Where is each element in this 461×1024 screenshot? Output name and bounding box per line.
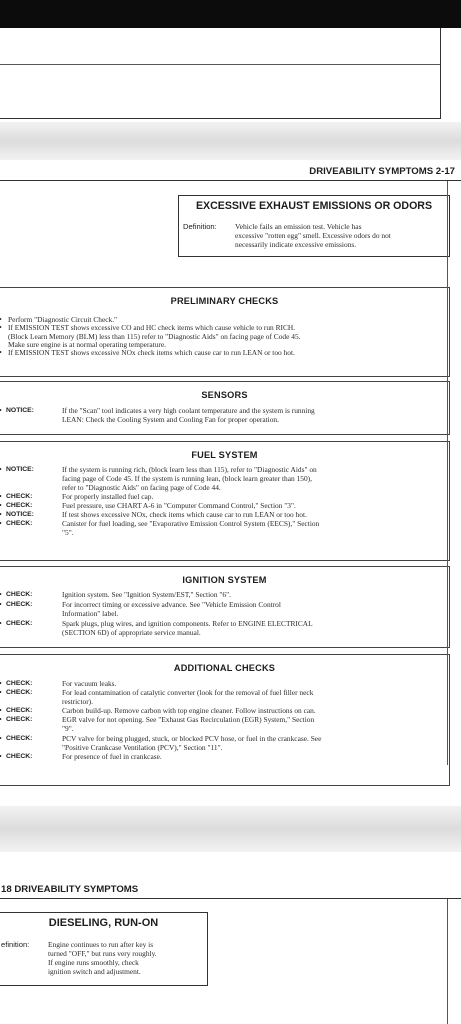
bullet-icon bbox=[0, 601, 2, 609]
item-label: CHECK: bbox=[6, 620, 33, 627]
additional-item-continued bbox=[0, 725, 449, 734]
title-box bbox=[0, 912, 208, 936]
item-text: Ignition system. See "Ignition System/EST," Section "6". bbox=[62, 590, 231, 599]
item-label: CHECK: bbox=[6, 716, 33, 723]
item-label: CHECK: bbox=[6, 680, 33, 687]
item-text: LEAN: Check the Cooling System and Cooling Fan for proper operation. bbox=[62, 415, 279, 424]
header-rule bbox=[0, 898, 461, 899]
section-title: PRELIMINARY CHECKS bbox=[170, 296, 279, 306]
item-text: Carbon build-up. Remove carbon with top engine cleaner. Follow instructions on can. bbox=[62, 706, 316, 715]
definition-line: turned "OFF," but runs very roughly. bbox=[48, 949, 157, 958]
item-text: Information" label. bbox=[62, 609, 119, 618]
bullet-icon bbox=[0, 620, 2, 628]
section-title: ADDITIONAL CHECKS bbox=[173, 663, 276, 673]
item-label: CHECK: bbox=[6, 493, 33, 500]
item-text: EGR valve for not opening. See "Exhaust Gas Recirculation (EGR) System," Section bbox=[62, 715, 315, 724]
item-label: CHECK: bbox=[6, 502, 33, 509]
fuel-item-continued bbox=[0, 529, 449, 538]
item-text: PCV valve for being plugged, stuck, or blocked PCV hose, or fuel in the crankcase. See bbox=[62, 734, 322, 743]
page-right-rule bbox=[447, 181, 448, 765]
page-header: DRIVEABILITY SYMPTOMS 2-17 bbox=[309, 166, 455, 177]
page-gap bbox=[0, 122, 461, 160]
bullet-icon bbox=[0, 591, 2, 599]
bullet-icon bbox=[0, 466, 2, 474]
item-text: Spark plugs, plug wires, and ignition components. Refer to ENGINE ELECTRICAL bbox=[62, 619, 313, 628]
ignition-item-continued bbox=[0, 610, 449, 619]
page-2-17 bbox=[0, 160, 461, 800]
item-text: If test shows excessive NOx, check items which cause car to run LEAN or too hot. bbox=[62, 510, 307, 519]
bullet-icon bbox=[0, 716, 2, 724]
item-text: "5". bbox=[62, 528, 74, 537]
definition-label: Definition: bbox=[183, 222, 217, 231]
previous-page-rule bbox=[0, 64, 440, 65]
ignition-item-continued bbox=[0, 629, 449, 638]
page-right-rule bbox=[447, 899, 448, 1024]
notice-label: NOTICE: bbox=[6, 407, 34, 414]
item-text: "9". bbox=[62, 724, 74, 733]
additional-item bbox=[0, 753, 449, 762]
bullet-icon bbox=[0, 689, 2, 697]
page-2-18 bbox=[0, 852, 461, 1024]
bullet-icon bbox=[0, 520, 2, 528]
ignition-system-box bbox=[0, 566, 450, 648]
item-label: NOTICE: bbox=[6, 511, 34, 518]
definition-box bbox=[178, 218, 450, 257]
definition-line: If engine runs smoothly, check bbox=[48, 958, 139, 967]
definition-line: necessarily indicate excessive emissions. bbox=[235, 240, 357, 249]
item-text: For lead contamination of catalytic converter (look for the removal of fuel filler neck bbox=[62, 688, 314, 697]
item-text: If the "Scan" tool indicates a very high coolant temperature and the system is running bbox=[62, 406, 315, 415]
item-text: For vacuum leaks. bbox=[62, 679, 117, 688]
section-title: SENSORS bbox=[201, 390, 248, 400]
bullet-icon bbox=[0, 753, 2, 761]
item-label: CHECK: bbox=[6, 520, 33, 527]
sensors-box bbox=[0, 381, 450, 435]
item-label: CHECK: bbox=[6, 689, 33, 696]
section-title: IGNITION SYSTEM bbox=[182, 575, 267, 585]
title-box bbox=[178, 195, 450, 219]
page-gap bbox=[0, 806, 461, 852]
definition-line: Engine continues to run after key is bbox=[48, 940, 154, 949]
bullet-icon bbox=[0, 407, 2, 415]
item-text: restrictor). bbox=[62, 697, 93, 706]
item-text: Fuel pressure, use CHART A-6 in "Computer Command Control," Section "3". bbox=[62, 501, 296, 510]
item-label: CHECK: bbox=[6, 707, 33, 714]
preliminary-checks-box bbox=[0, 287, 450, 377]
item-text: Make sure engine is at normal operating temperature. bbox=[8, 340, 167, 349]
item-label: CHECK: bbox=[6, 735, 33, 742]
page-title: DIESELING, RUN-ON bbox=[48, 917, 159, 929]
item-text: Perform "Diagnostic Circuit Check." bbox=[8, 315, 118, 324]
header-rule bbox=[0, 180, 461, 181]
notice-item-continued bbox=[0, 416, 449, 425]
item-text: For incorrect timing or excessive advance. See "Vehicle Emission Control bbox=[62, 600, 281, 609]
item-text: For presence of fuel in crankcase. bbox=[62, 752, 162, 761]
item-text: facing page of Code 45. If the system is running lean, (block learn greater than 150), bbox=[62, 474, 312, 483]
item-text: For properly installed fuel cap. bbox=[62, 492, 154, 501]
bullet-icon bbox=[0, 735, 2, 743]
fuel-system-box bbox=[0, 441, 450, 561]
additional-checks-box bbox=[0, 654, 450, 786]
list-item bbox=[0, 349, 449, 358]
previous-page-fragment bbox=[0, 28, 441, 119]
definition-line: Vehicle fails an emission test. Vehicle has bbox=[235, 222, 362, 231]
item-text: Canister for fuel loading, see "Evaporative Emission Control System (EECS)," Section bbox=[62, 519, 320, 528]
section-title: FUEL SYSTEM bbox=[191, 450, 258, 460]
page-header: 18 DRIVEABILITY SYMPTOMS bbox=[1, 884, 139, 895]
definition-line: excessive "rotten egg" smell. Excessive odors do not bbox=[235, 231, 391, 240]
definition-label: efinition: bbox=[1, 940, 30, 949]
item-label: CHECK: bbox=[6, 591, 33, 598]
item-text: If the system is running rich, (block learn less than 115), refer to "Diagnostic Aids" on bbox=[62, 465, 317, 474]
top-black-band bbox=[0, 0, 461, 28]
item-text: "Positive Crankcase Ventilation (PCV)," Section "11". bbox=[62, 743, 223, 752]
item-label: CHECK: bbox=[6, 753, 33, 760]
bullet-icon bbox=[0, 349, 2, 357]
item-text: If EMISSION TEST shows excessive NOx check items which cause car to run LEAN or too hot. bbox=[8, 348, 295, 357]
definition-box bbox=[0, 935, 208, 986]
definition-line: ignition switch and adjustment. bbox=[48, 967, 141, 976]
item-text: (SECTION 6D) of appropriate service manual. bbox=[62, 628, 201, 637]
item-text: If EMISSION TEST shows excessive CO and HC check items which cause vehicle to run RICH. bbox=[8, 323, 296, 332]
item-label: NOTICE: bbox=[6, 466, 34, 473]
item-text: refer to "Diagnostic Aids" on facing page of Code 44. bbox=[62, 483, 221, 492]
bullet-icon bbox=[0, 324, 2, 332]
item-text: (Block Learn Memory (BLM) less than 115) refer to "Diagnostic Aids" on facing page of Code 45. bbox=[8, 332, 301, 341]
item-label: CHECK: bbox=[6, 601, 33, 608]
ignition-item bbox=[0, 591, 449, 600]
page-title: EXCESSIVE EXHAUST EMISSIONS OR ODORS bbox=[195, 200, 433, 212]
